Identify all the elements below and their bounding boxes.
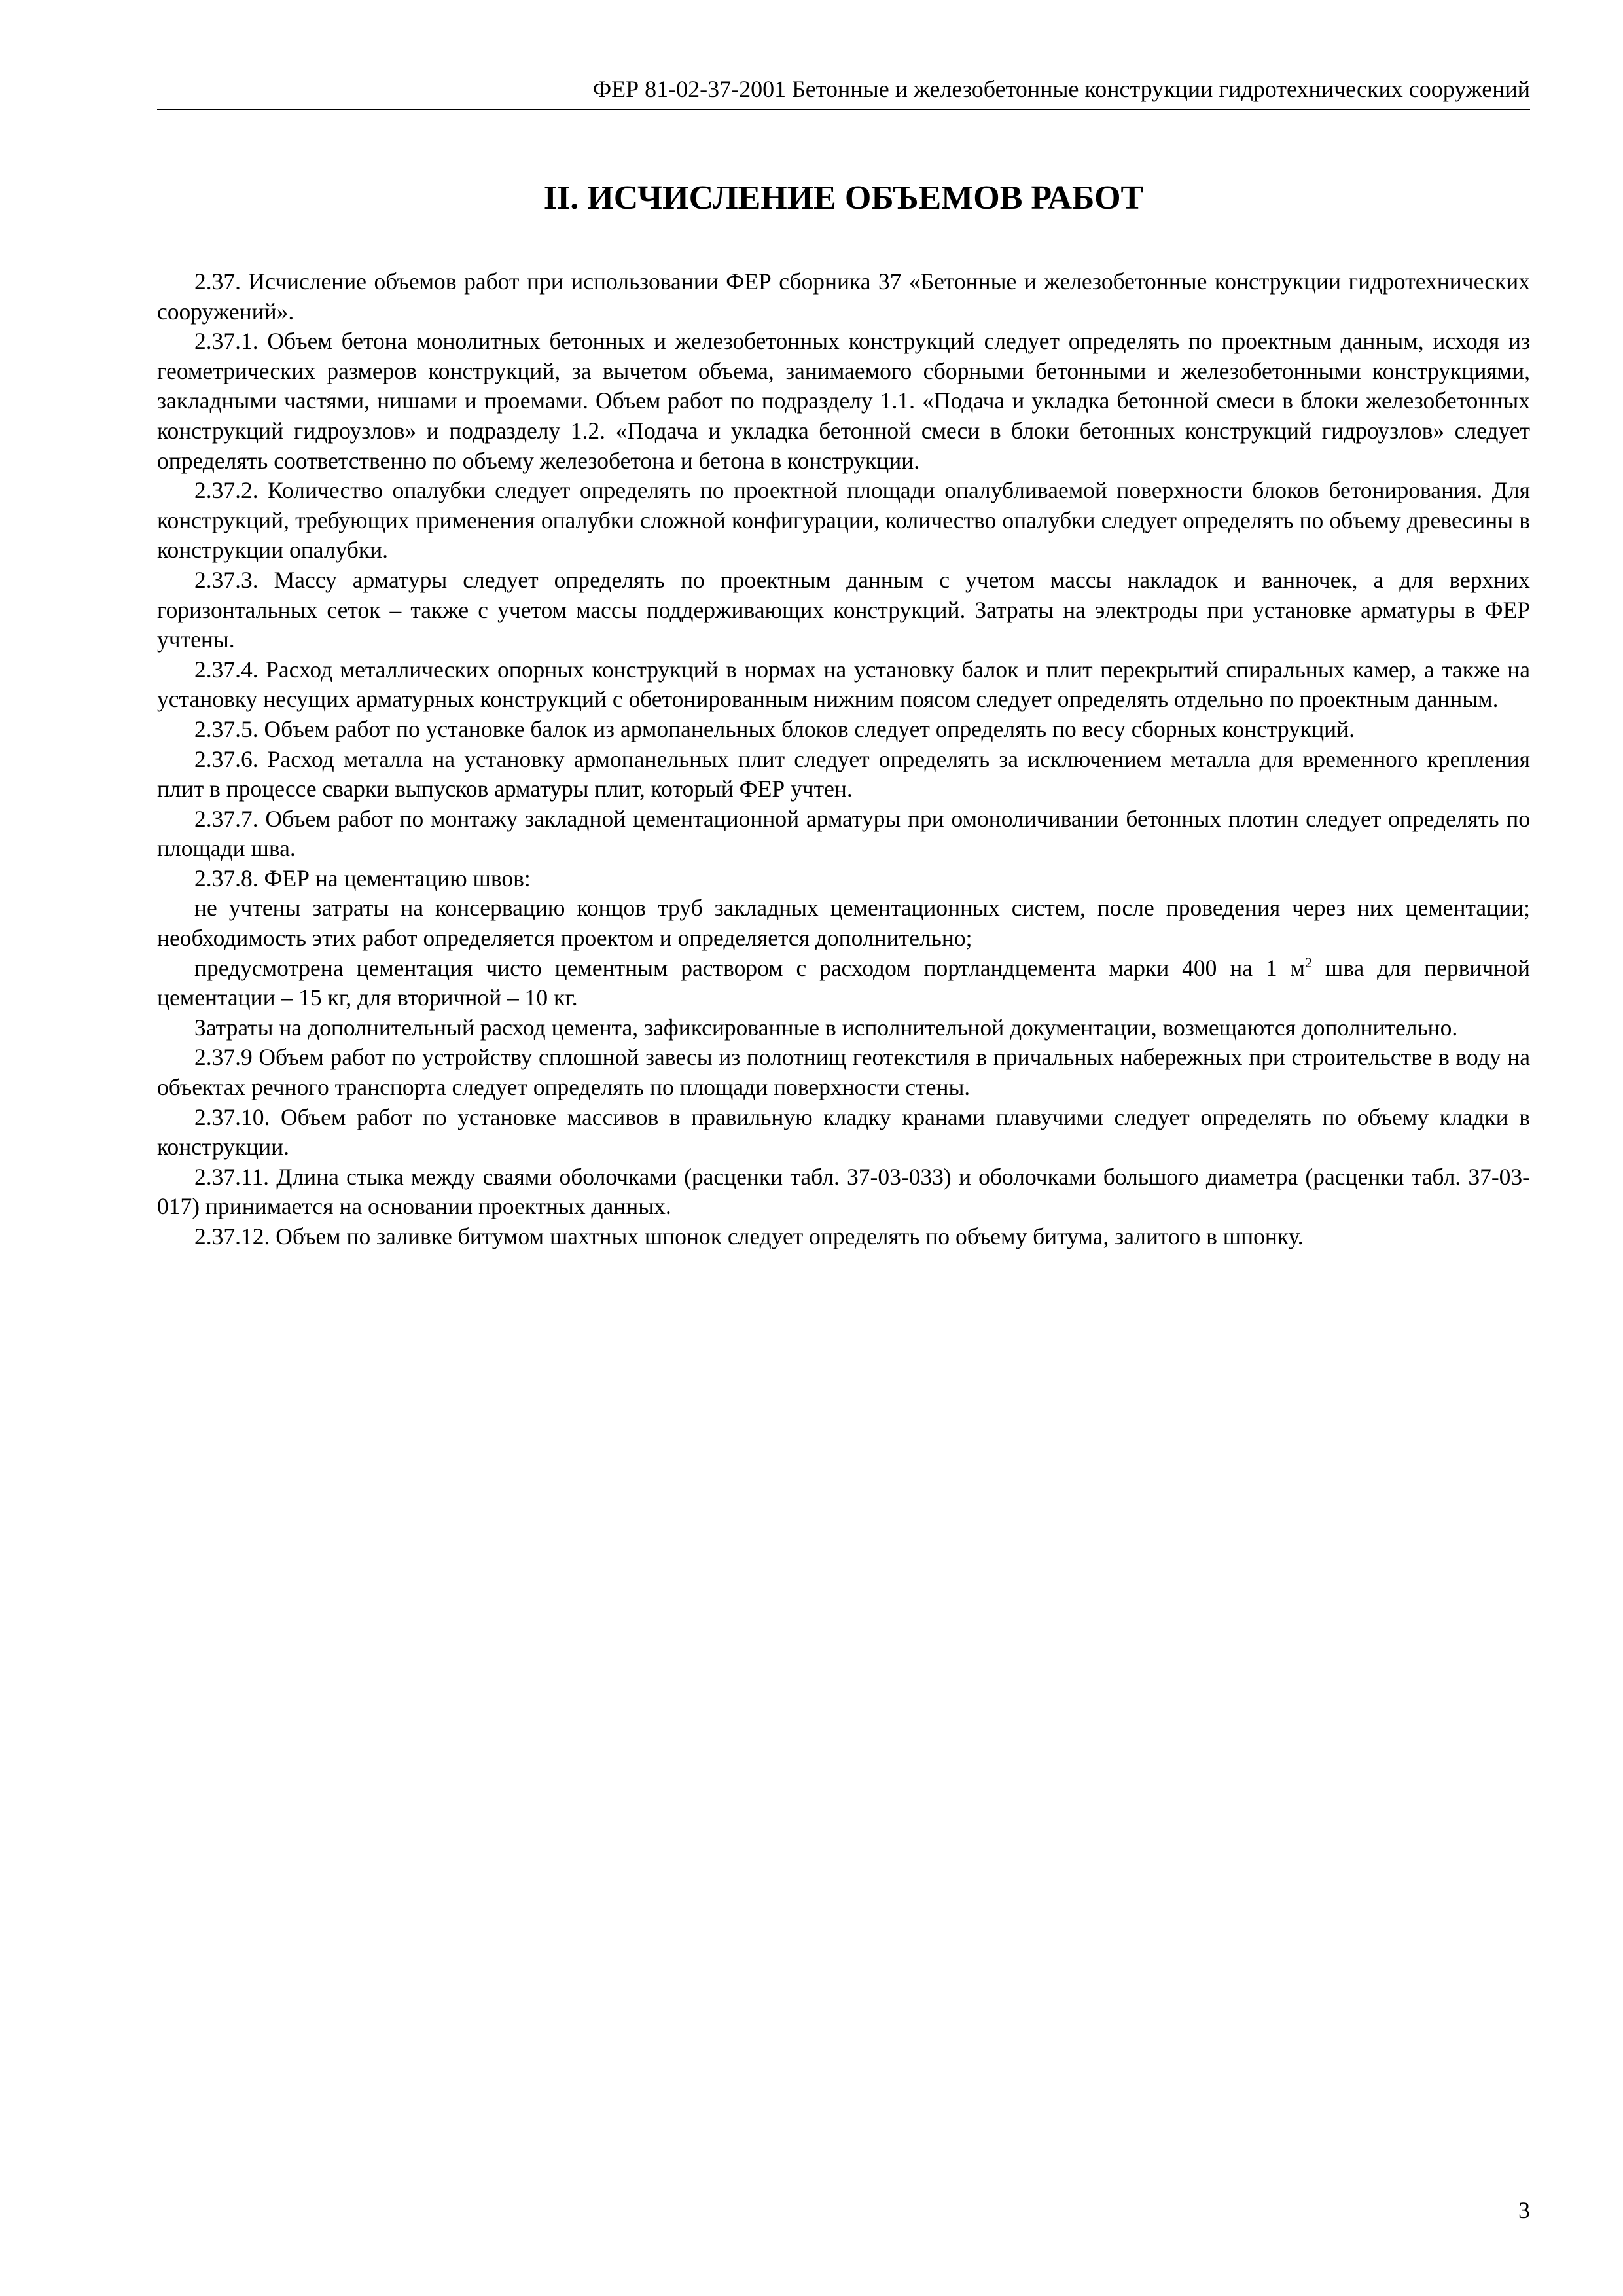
document-body (157, 267, 1530, 1252)
paragraph-2-37-9: 2.37.9 Объем работ по устройству сплошной завесы из полотнищ геотекстиля в причальных набережных при строительстве в воду на объектах речного транспорта следует определять по площади поверхности стены. (157, 1044, 1530, 1101)
section-title: II. ИСЧИСЛЕНИЕ ОБЪЕМОВ РАБОТ (543, 179, 1144, 217)
paragraph-additional-cement: Затраты на дополнительный расход цемента, зафиксированные в исполнительной документации, возмещаются дополнительно. (194, 1014, 1458, 1041)
page-number: 3 (1518, 2197, 1530, 2223)
square-superscript: 2 (1305, 954, 1312, 971)
paragraph-2-37-5: 2.37.5. Объем работ по установке балок из армопанельных блоков следует определять по весу сборных конструкций. (194, 715, 1355, 742)
cement-rate-text-end: шва для первичной цементации – 15 кг, для вторичной – 10 кг. (157, 954, 1530, 1011)
paragraph-2-37-7: 2.37.7. Объем работ по монтажу закладной цементационной арматуры при омоноличивании бетонных плотин следует определять по площади шва. (157, 805, 1530, 862)
paragraph-cement-rate (157, 954, 1530, 1013)
paragraph-2-37-6: 2.37.6. Расход металла на установку армопанельных плит следует определять за исключением металла для временного крепления плит в процессе сварки выпусков арматуры плит, который ФЕР учтен. (157, 745, 1530, 802)
paragraph-2-37-12: 2.37.12. Объем по заливке битумом шахтных шпонок следует определять по объему битума, залитого в шпонку. (194, 1223, 1304, 1249)
paragraph-2-37-8: 2.37.8. ФЕР на цементацию швов: (194, 865, 531, 891)
paragraph-2-37-10: 2.37.10. Объем работ по установке массивов в правильную кладку кранами плавучими следует определять по объему кладки в конструкции. (157, 1103, 1530, 1160)
paragraph-2-37-2: 2.37.2. Количество опалубки следует определять по проектной площади опалубливаемой поверхности блоков бетонирования. Для конструкций, требующих применения опалубки сложной конфигурации, количество опалубки следует определять по объему древесины в конструкции опалубки. (157, 477, 1530, 564)
paragraph-not-included-costs: не учтены затраты на консервацию концов труб закладных цементационных систем, после проведения через них цементации; необходимость этих работ определяется проектом и определяется дополнительно; (157, 895, 1530, 952)
paragraph-2-37-3: 2.37.3. Массу арматуры следует определять по проектным данным с учетом массы накладок и ванночек, а для верхних горизонтальных сеток – также с учетом массы поддерживающих конструкций. Затраты на электроды при установке арматуры в ФЕР учтены. (157, 566, 1530, 653)
paragraph-2-37-4: 2.37.4. Расход металлических опорных конструкций в нормах на установку балок и плит перекрытий спиральных камер, а также на установку несущих арматурных конструкций с обетонированным нижним поясом следует определять отдельно по проектным данным. (157, 656, 1530, 713)
running-header: ФЕР 81-02-37-2001 Бетонные и железобетонные конструкции гидротехнических сооружений (157, 73, 1530, 110)
paragraph-2-37: 2.37. Исчисление объемов работ при использовании ФЕР сборника 37 «Бетонные и железобетонные конструкции гидротехнических сооружений». (157, 268, 1530, 325)
paragraph-2-37-1: 2.37.1. Объем бетона монолитных бетонных и железобетонных конструкций следует определять по проектным данным, исходя из геометрических размеров конструкций, за вычетом объема, занимаемого сборными бетонными и железобетонными конструкциями, закладными частями, нишами и проемами. Объем работ по подразделу 1.1. «Подача и укладка бетонной смеси в блоки железобетонных конструкций гидроузлов» и подразделу 1.2. «Подача и укладка бетонной смеси в блоки бетонных конструкций гидроузлов» следует определять соответственно по объему железобетона и бетона в конструкции. (157, 328, 1530, 474)
cement-rate-text: предусмотрена цементация чисто цементным раствором с расходом портландцемента марки 400 на 1 м (194, 954, 1305, 981)
paragraph-2-37-11: 2.37.11. Длина стыка между сваями оболочками (расценки табл. 37-03-033) и оболочками большого диаметра (расценки табл. 37-03-017) принимается на основании проектных данных. (157, 1163, 1530, 1220)
